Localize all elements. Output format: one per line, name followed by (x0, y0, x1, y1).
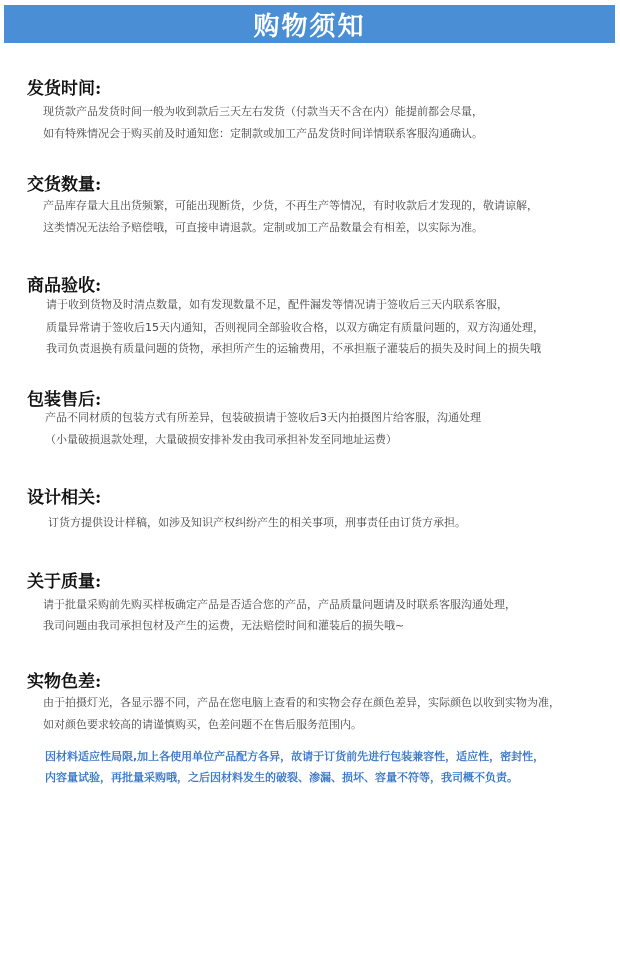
body-line: 由于拍摄灯光，各显示器不同，产品在您电脑上查看的和实物会存在颜色差异，实际颜色以收到实物为准， (43, 696, 560, 709)
body-line: 产品库存量大且出货频繁，可能出现断货，少货，不再生产等情况，有时收款后才发现的，敬请谅解， (43, 199, 538, 212)
material-notice-line: 内容量试验，再批量采购哦，之后因材料发生的破裂、渗漏、损坏、容量不符等，我司概不负责。 (45, 771, 518, 784)
section-heading: 关于质量: (27, 572, 102, 592)
body-line: （小量破损退款处理，大量破损安排补发由我司承担补发至同地址运费） (45, 433, 397, 446)
body-line: 这类情况无法给予赔偿哦，可直接申请退款。定制或加工产品数量会有相差，以实际为准。 (43, 221, 483, 234)
section-heading: 包装售后: (27, 390, 102, 410)
body-line: 如有特殊情况会于购买前及时通知您：定制款或加工产品发货时间详情联系客服沟通确认。 (43, 127, 483, 140)
body-line: 质量异常请于签收后15天内通知，否则视同全部验收合格，以双方确定有质量问题的，双方沟通处理， (46, 321, 544, 334)
section-heading: 发货时间: (27, 79, 102, 99)
section-heading: 商品验收: (27, 276, 102, 296)
body-line: 现货款产品发货时间一般为收到款后三天左右发货（付款当天不含在内）能提前都会尽量， (43, 105, 483, 118)
body-line: 请于收到货物及时清点数量，如有发现数量不足，配件漏发等情况请于签收后三天内联系客服， (46, 298, 508, 311)
body-line: 产品不同材质的包装方式有所差异，包装破损请于签收后3天内拍摄图片给客服，沟通处理 (45, 411, 481, 424)
body-line: 如对颜色要求较高的请谨慎购买，色差问题不在售后服务范围内。 (43, 718, 362, 731)
material-notice-line: 因材料适应性局限,加上各使用单位产品配方各异，故请于订货前先进行包装兼容性，适应性，密封性， (45, 750, 545, 763)
body-line: 我司负责退换有质量问题的货物，承担所产生的运输费用，不承担瓶子灌装后的损失及时间上的损失哦 (46, 342, 541, 355)
body-line: 订货方提供设计样稿，如涉及知识产权纠纷产生的相关事项，刑事责任由订货方承担。 (48, 516, 466, 529)
body-line: 我司问题由我司承担包材及产生的运费，无法赔偿时间和灌装后的损失哦~ (43, 619, 405, 632)
title-banner (4, 5, 615, 43)
section-heading: 实物色差: (27, 672, 102, 692)
section-heading: 交货数量: (27, 175, 102, 195)
page-title: 购物须知 (253, 11, 366, 42)
section-heading: 设计相关: (27, 488, 102, 508)
body-line: 请于批量采购前先购买样板确定产品是否适合您的产品，产品质量问题请及时联系客服沟通处理， (43, 598, 516, 611)
